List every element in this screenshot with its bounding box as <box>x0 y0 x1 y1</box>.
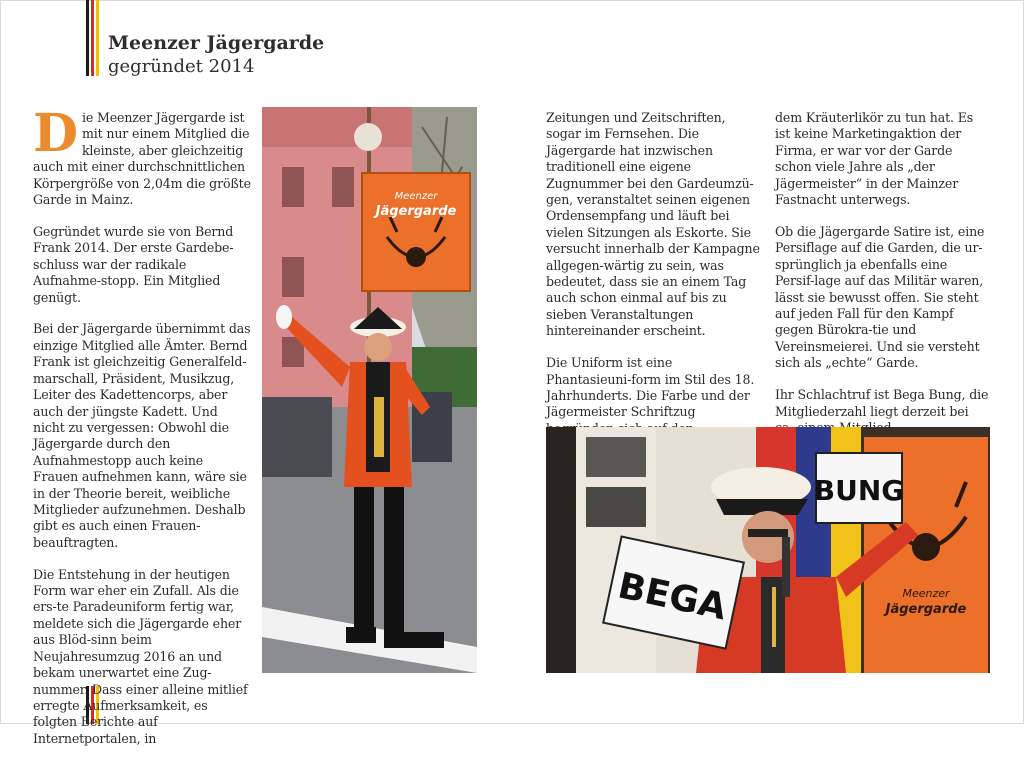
photo-guard-parade-image <box>262 107 477 673</box>
flag-stripes-top <box>86 0 99 76</box>
banner-line1: Meenzer <box>902 587 950 600</box>
article-subtitle: gegründet 2014 <box>108 56 255 77</box>
text-column-1 <box>33 103 251 763</box>
photo-bega-bung <box>546 427 990 673</box>
paragraph: Zeitungen und Zeitschriften, sogar im Fernsehen. Die Jägergarde hat inzwischen traditionell eine eigene Zugnummer bei den Gardeumzü-gen, veranstaltet seinen eigenen Ordensempfang und läuft bei vielen Sitzungen als Eskorte. Sie versucht innerhalb der Kampagne allgegen-wärtig zu sein, was bedeutet, dass sie an einem Tag auch schon einmal auf bis zu sieben Veranstaltungen hintereinander erscheint. <box>546 110 760 339</box>
paragraph: Die Entstehung in der heutigen Form war eher ein Zufall. Als die ers-te Paradeuniform fertig war, meldete sich die Jägergarde eher aus Blöd-sinn beim Neujahresumzug 2016 an und bekam unerwartet eine Zug-nummer. Dass einer alleine mitlief erregte Aufmerksamkeit, es folgten Berichte auf Internetportalen, in <box>33 566 248 746</box>
paragraph: Gegründet wurde sie von Bernd Frank 2014. Der erste Gardebe-schluss war der radikale Aufnahme-stopp. Ein Mitglied genügt. <box>33 223 234 305</box>
sign-bega: BEGA <box>614 565 730 629</box>
stripe-black <box>86 0 89 76</box>
paragraph: Ihr Schlachtruf ist Bega Bung, die Mitgliederzahl liegt derzeit bei <box>775 387 989 419</box>
sign-bung: BUNG <box>813 474 905 507</box>
paragraph: Bei der Jägergarde übernimmt das einzige Mitglied alle Ämter. Bernd Frank ist gleichzeitig Generalfeld-marschall, Präsident, Musikzug, Leiter des Kadettencorps, aber auch der jüngste Kadett. Und nicht zu vergessen: Obwohl die Jägergarde durch den Aufnahmestopp auch keine Frauen aufnehmen kann, wäre sie in der Theorie bereit, weibliche Mitglieder aufzunehmen. Deshalb gibt es auch einen Frauen-beauftragten. <box>33 321 251 550</box>
article-title: Meenzer Jägergarde <box>108 32 325 54</box>
stripe-yellow <box>96 0 99 76</box>
stripe-red <box>91 0 94 76</box>
banner-line2: Jägergarde <box>375 204 457 219</box>
photo-guard-parade <box>262 107 477 673</box>
photo-bega-bung-image <box>546 427 990 673</box>
paragraph: Die Uniform ist eine Phantasieuni-form im Stil des 18. Jahrhunderts. Die Farbe und der Jägermeister Schriftzug <box>546 355 755 420</box>
drop-cap: D <box>33 103 78 164</box>
paragraph-text: ie Meenzer Jägergarde ist mit nur einem Mitglied die kleinste, aber gleichzeitig auch mit einer durchschnittlichen Körpergröße von 2,04m die größte Garde in Mainz. <box>33 110 251 208</box>
paragraph: Ob die Jägergarde Satire ist, eine Persiflage auf die Garden, die ur-sprünglich ja ebenfalls eine Persif-lage auf das Militär waren, lässt sie bewusst offen. Sie steht auf jeden Fall für den Kampf gegen Bürokra-tie und Vereinsmeierei. Und sie versteht sich als „echte“ Garde. <box>775 223 985 371</box>
text-column-4 <box>775 110 989 452</box>
banner-line2: Jägergarde <box>885 602 967 617</box>
paragraph: dem Kräuterlikör zu tun hat. Es ist keine Marketingaktion der Firma, er war vor der Garde schon viele Jahre als „der Jägermeister“ in der Mainzer Fastnacht unterwegs. <box>775 110 974 208</box>
article-header <box>108 31 324 79</box>
banner-line1: Meenzer <box>394 191 438 202</box>
paragraph <box>33 103 251 208</box>
